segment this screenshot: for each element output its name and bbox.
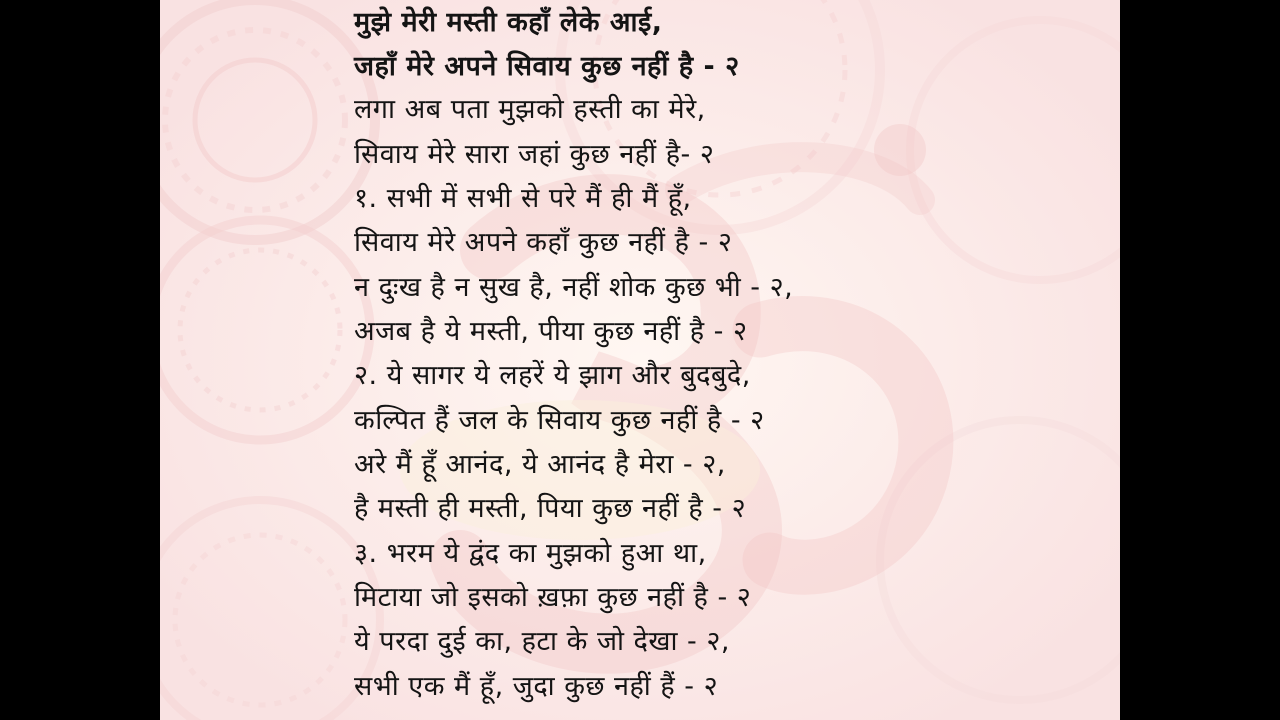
lyric-line: है मस्ती ही मस्ती, पिया कुछ नहीं है - २ — [354, 493, 747, 524]
lyric-line: मिटाया जो इसको ख़फ़ा कुछ नहीं है - २ — [354, 582, 752, 613]
lyric-line: न दुःख है न सुख है, नहीं शोक कुछ भी - २, — [354, 272, 794, 303]
lyric-line: सिवाय मेरे अपने कहाँ कुछ नहीं है - २ — [354, 227, 733, 258]
lyric-line: मुझे मेरी मस्ती कहाँ लेके आई, — [354, 7, 663, 38]
lyric-line: कल्पित हैं जल के सिवाय कुछ नहीं है - २ — [354, 405, 765, 436]
lyric-line: २. ये सागर ये लहरें ये झाग और बुदबुदे, — [354, 360, 751, 391]
lyric-line: ये परदा दुई का, हटा के जो देखा - २, — [354, 626, 730, 657]
lyric-line: अरे मैं हूँ आनंद, ये आनंद है मेरा - २, — [354, 449, 726, 480]
lyric-line: १. सभी में सभी से परे मैं ही मैं हूँ, — [354, 183, 692, 214]
lyric-line: ३. भरम ये द्वंद का मुझको हुआ था, — [354, 538, 707, 569]
lyrics-block — [354, 0, 1094, 720]
lyric-line: सभी एक मैं हूँ, जुदा कुछ नहीं हैं - २ — [354, 671, 719, 702]
lyric-line: जहाँ मेरे अपने सिवाय कुछ नहीं है - २ — [354, 51, 740, 82]
lyric-line: सिवाय मेरे सारा जहां कुछ नहीं है- २ — [354, 139, 715, 170]
lyric-line: लगा अब पता मुझको हस्ती का मेरे, — [354, 94, 706, 125]
lyric-line: अजब है ये मस्ती, पीया कुछ नहीं है - २ — [354, 316, 748, 347]
lyrics-slide — [160, 0, 1120, 720]
